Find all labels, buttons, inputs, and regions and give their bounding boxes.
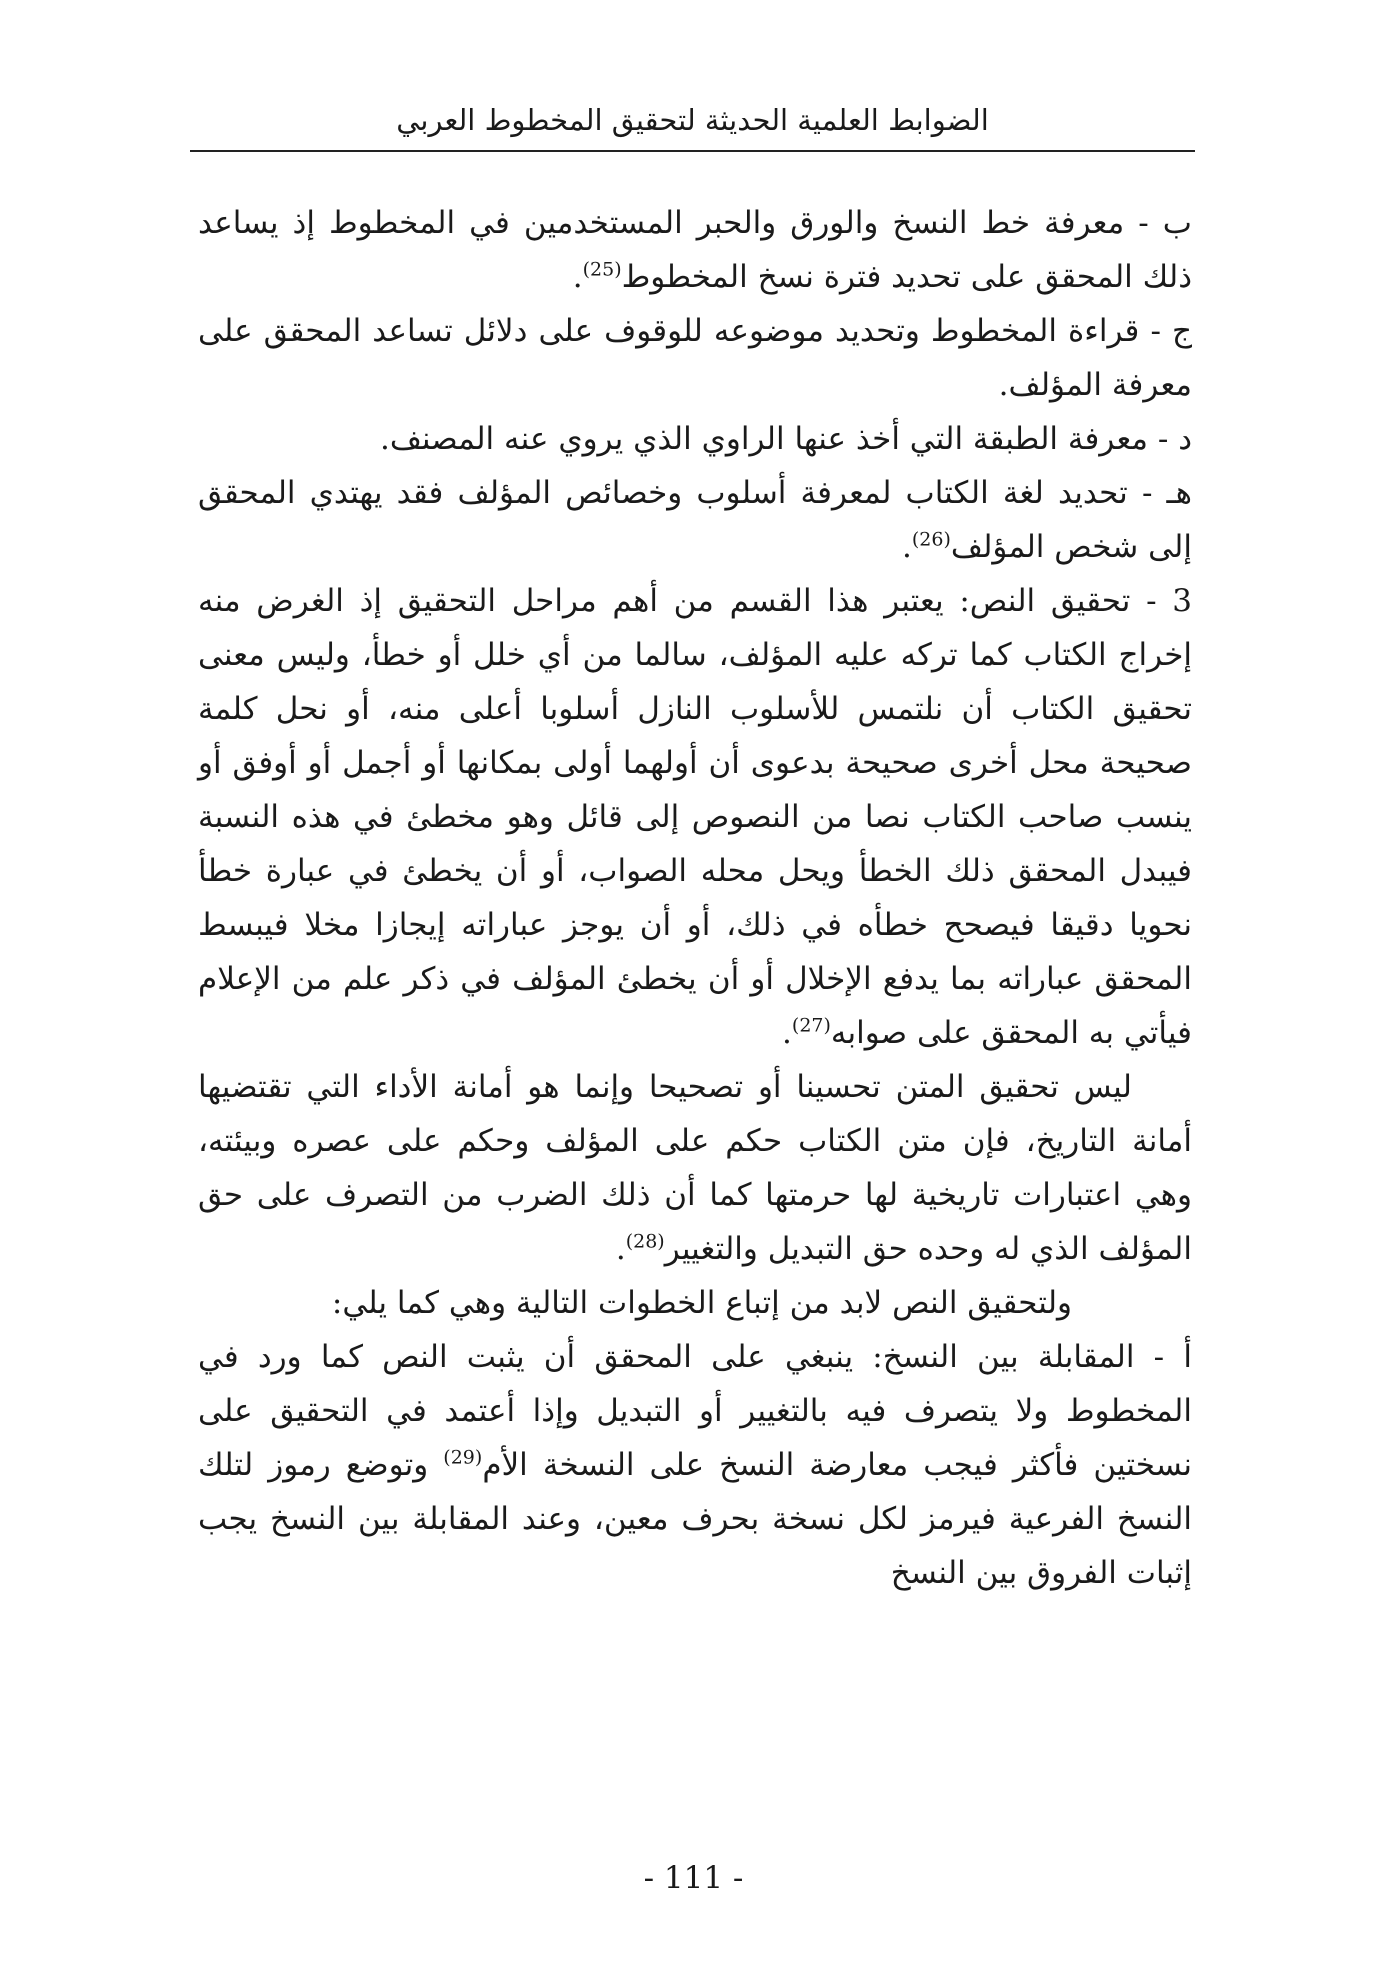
footnote-ref-28: (28) bbox=[625, 1230, 665, 1253]
header-rule bbox=[190, 150, 1195, 152]
footnote-ref-29: (29) bbox=[443, 1446, 483, 1469]
paragraph-j: ج - قراءة المخطوط وتحديد موضوعه للوقوف على دلائل تساعد المحقق على معرفة المؤلف. bbox=[198, 313, 1192, 403]
page-number: - 111 - bbox=[643, 1860, 744, 1896]
paragraph-h: هـ - تحديد لغة الكتاب لمعرفة أسلوب وخصائص المؤلف فقد يهتدي المحقق إلى شخص المؤلف$^{(26)}$. bbox=[198, 475, 1192, 565]
footnote-ref-25: (25) bbox=[582, 258, 622, 281]
footnote-ref-27: (27) bbox=[791, 1014, 831, 1037]
paragraph-steps-intro: ولتحقيق النص لابد من إتباع الخطوات التالية وهي كما يلي: bbox=[331, 1285, 1072, 1321]
paragraph-not-improvement: ليس تحقيق المتن تحسينا أو تصحيحا وإنما هو أمانة الأداء التي تقتضيها أمانة التاريخ، فإن متن الكتاب حكم على المؤلف وحكم على عصره وبيئته، وهي اعتبارات تاريخية لها حرمتها كما أن ذلك الضرب من التصرف على حق المؤلف الذي له وحده حق التبديل والتغيير$^{(28)}$. bbox=[198, 1069, 1192, 1267]
body-text bbox=[198, 196, 1192, 1600]
footnote-ref-26: (26) bbox=[911, 528, 951, 551]
paragraph-d: د - معرفة الطبقة التي أخذ عنها الراوي الذي يروي عنه المصنف. bbox=[379, 421, 1192, 457]
paragraph-collation: أ - المقابلة بين النسخ: ينبغي على المحقق أن يثبت النص كما ورد في المخطوط ولا يتصرف فيه بالتغيير أو التبديل وإذا أعتمد في التحقيق على نسختين فأكثر فيجب معارضة النسخ على النسخة الأم$^{(29)}$ وتوضع رموز لتلك النسخ الفرعية فيرمز لكل نسخة بحرف معين، وعند المقابلة بين النسخ يجب إثبات الفروق بين النسخ bbox=[198, 1339, 1193, 1591]
paragraph-b: ب - معرفة خط النسخ والورق والحبر المستخدمين في المخطوط إذ يساعد ذلك المحقق على تحديد فترة نسخ المخطوط$^{(25)}$. bbox=[198, 205, 1192, 295]
paragraph-text-verification: 3 - تحقيق النص: يعتبر هذا القسم من أهم مراحل التحقيق إذ الغرض منه إخراج الكتاب كما تركه عليه المؤلف، سالما من أي خلل أو خطأ، وليس معنى تحقيق الكتاب أن نلتمس للأسلوب النازل أسلوبا أعلى منه، أو نحل كلمة صحيحة محل أخرى صحيحة بدعوى أن أولهما أولى بمكانها أو أجمل أو أوفق أو ينسب صاحب الكتاب نصا من النصوص إلى قائل وهو مخطئ في هذه النسبة فيبدل المحقق ذلك الخطأ ويحل محله الصواب، أو أن يخطئ في عبارة خطأ نحويا دقيقا فيصحح خطأه في ذلك، أو أن يوجز عباراته إيجازا مخلا فيبسط المحقق عباراته بما يدفع الإخلال أو أن يخطئ المؤلف في ذكر علم من الإعلام فيأتي به المحقق على صوابه$^{(27)}$. bbox=[198, 583, 1192, 1051]
running-header-title: الضوابط العلمية الحديثة لتحقيق المخطوط العربي bbox=[396, 103, 989, 137]
